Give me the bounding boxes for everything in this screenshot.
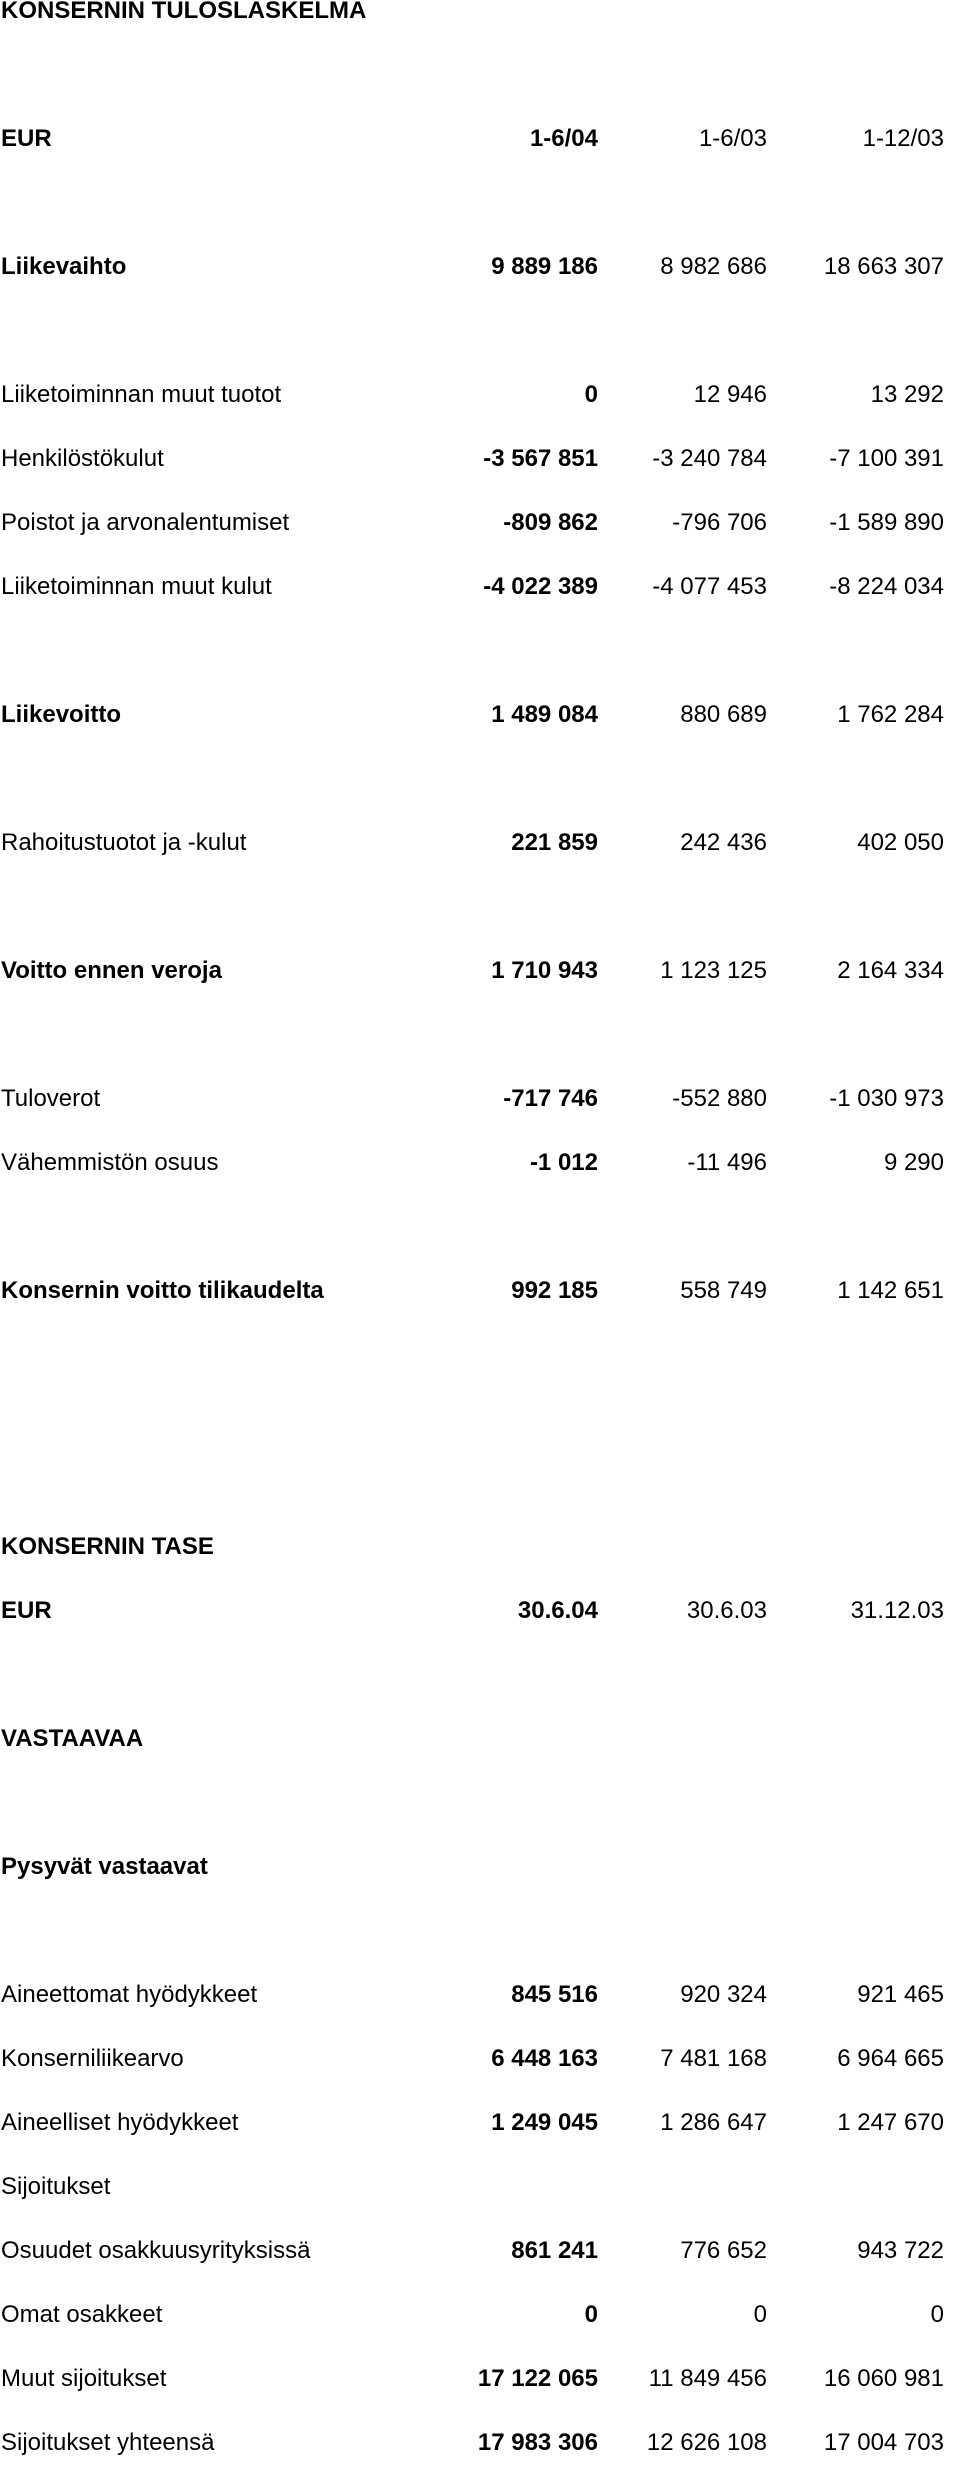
- value-comparison-period: 558 749: [680, 1277, 767, 1304]
- value-comparison-period: 776 652: [680, 2237, 767, 2264]
- value-current-period: -4 022 389: [483, 573, 598, 600]
- value-current-period: 9 889 186: [491, 253, 598, 280]
- row-label: Liiketoiminnan muut tuotot: [1, 381, 282, 408]
- value-previous-year: 402 050: [857, 829, 944, 856]
- row-label: Henkilöstökulut: [1, 445, 164, 472]
- value-previous-year: 0: [930, 2301, 944, 2328]
- value-current-period: 221 859: [511, 829, 598, 856]
- row-minority-interest: [0, 1131, 960, 1195]
- value-comparison-period: 920 324: [680, 1981, 767, 2008]
- row-label: Sijoitukset yhteensä: [1, 2429, 215, 2456]
- value-current-period: -1 012: [529, 1149, 598, 1176]
- row-label: Liiketoiminnan muut kulut: [1, 573, 272, 600]
- value-current-period: 861 241: [511, 2237, 598, 2264]
- value-current-period: -809 862: [503, 509, 598, 536]
- value-previous-year: 1 247 670: [837, 2109, 944, 2136]
- row-label: Tuloverot: [1, 1085, 101, 1112]
- row-profit-before-taxes: [0, 939, 960, 1003]
- row-financial-income-and-expenses: [0, 811, 960, 875]
- value-comparison-period: 11 849 456: [648, 2365, 767, 2392]
- row-goodwill: [0, 2027, 960, 2091]
- value-previous-year: -7 100 391: [829, 445, 944, 472]
- income-statement-title-row: [0, 0, 960, 43]
- row-label: Aineettomat hyödykkeet: [1, 1981, 258, 2008]
- value-comparison-period: 1 286 647: [660, 2109, 767, 2136]
- value-comparison-period: -4 077 453: [652, 573, 767, 600]
- row-label: Voitto ennen veroja: [1, 957, 222, 984]
- value-current-period: 845 516: [511, 1981, 598, 2008]
- row-label: Vähemmistön osuus: [1, 1149, 219, 1176]
- value-current-period: 992 185: [511, 1277, 598, 1304]
- section-heading-assets-row: [0, 1707, 960, 1771]
- currency-label: EUR: [1, 1597, 52, 1624]
- value-current-period: 1 710 943: [491, 957, 598, 984]
- row-other-operating-expenses: [0, 555, 960, 619]
- column-header-current-period: 1-6/04: [529, 125, 598, 152]
- value-current-period: -3 567 851: [483, 445, 598, 472]
- value-previous-year: -1 030 973: [829, 1085, 944, 1112]
- row-own-shares: [0, 2283, 960, 2347]
- row-net-sales: [0, 235, 960, 299]
- value-previous-year: 943 722: [857, 2237, 944, 2264]
- row-tangible-assets: [0, 2091, 960, 2155]
- value-previous-year: 18 663 307: [823, 253, 944, 280]
- income-statement-title: KONSERNIN TULOSLASKELMA: [1, 0, 367, 24]
- row-label: Sijoitukset: [1, 2173, 111, 2200]
- row-label: Liikevaihto: [1, 253, 127, 280]
- value-comparison-period: 1 123 125: [660, 957, 767, 984]
- value-comparison-period: 0: [753, 2301, 767, 2328]
- value-comparison-period: 242 436: [680, 829, 767, 856]
- value-current-period: 1 249 045: [491, 2109, 598, 2136]
- value-previous-year: 1 142 651: [837, 1277, 944, 1304]
- balance-sheet: [0, 1515, 960, 2475]
- balance-sheet-title: KONSERNIN TASE: [1, 1533, 214, 1560]
- value-current-period: 1 489 084: [491, 701, 598, 728]
- value-comparison-period: 12 626 108: [646, 2429, 767, 2456]
- row-label: Konserniliikearvo: [1, 2045, 184, 2072]
- column-header-comparison-period: 1-6/03: [698, 125, 767, 152]
- row-income-taxes: [0, 1067, 960, 1131]
- row-investments-total: [0, 2411, 960, 2475]
- column-header-current-period: 30.6.04: [517, 1597, 598, 1624]
- value-comparison-period: 7 481 168: [660, 2045, 767, 2072]
- value-comparison-period: 880 689: [680, 701, 767, 728]
- row-depreciation-and-impairment: [0, 491, 960, 555]
- column-header-previous-year: 31.12.03: [850, 1597, 944, 1624]
- value-previous-year: -1 589 890: [829, 509, 944, 536]
- balance-sheet-title-row: [0, 1515, 960, 1579]
- value-comparison-period: 12 946: [693, 381, 767, 408]
- row-label: Poistot ja arvonalentumiset: [1, 509, 290, 536]
- row-group-profit-for-period: [0, 1259, 960, 1323]
- row-investments-heading: [0, 2155, 960, 2219]
- row-holdings-in-associates: [0, 2219, 960, 2283]
- value-previous-year: 9 290: [883, 1149, 944, 1176]
- column-header-previous-year: 1-12/03: [862, 125, 944, 152]
- section-heading-assets: VASTAAVAA: [1, 1725, 144, 1752]
- income-statement-header-row: [0, 107, 960, 171]
- value-previous-year: -8 224 034: [829, 573, 944, 600]
- value-previous-year: 2 164 334: [837, 957, 944, 984]
- value-comparison-period: -796 706: [672, 509, 767, 536]
- row-label: Osuudet osakkuusyrityksissä: [1, 2237, 311, 2264]
- value-comparison-period: 8 982 686: [660, 253, 767, 280]
- row-label: Muut sijoitukset: [1, 2365, 167, 2392]
- value-previous-year: 16 060 981: [823, 2365, 944, 2392]
- value-current-period: 0: [584, 2301, 598, 2328]
- value-previous-year: 921 465: [857, 1981, 944, 2008]
- row-intangible-assets: [0, 1963, 960, 2027]
- value-previous-year: 6 964 665: [837, 2045, 944, 2072]
- row-other-operating-income: [0, 363, 960, 427]
- value-comparison-period: -552 880: [672, 1085, 767, 1112]
- value-comparison-period: -3 240 784: [652, 445, 767, 472]
- balance-sheet-header-row: [0, 1579, 960, 1643]
- row-label: Aineelliset hyödykkeet: [1, 2109, 239, 2136]
- value-previous-year: 13 292: [870, 381, 944, 408]
- row-label: Omat osakkeet: [1, 2301, 163, 2328]
- subsection-heading-non-current-assets: Pysyvät vastaavat: [1, 1853, 208, 1880]
- value-current-period: 17 983 306: [477, 2429, 598, 2456]
- value-previous-year: 17 004 703: [823, 2429, 944, 2456]
- row-label: Rahoitustuotot ja -kulut: [1, 829, 247, 856]
- row-operating-profit: [0, 683, 960, 747]
- column-header-comparison-period: 30.6.03: [686, 1597, 767, 1624]
- value-current-period: 17 122 065: [477, 2365, 598, 2392]
- row-other-investments: [0, 2347, 960, 2411]
- row-label: Liikevoitto: [1, 701, 122, 728]
- currency-label: EUR: [1, 125, 52, 152]
- value-current-period: 0: [584, 381, 598, 408]
- value-current-period: -717 746: [503, 1085, 598, 1112]
- subsection-heading-non-current-assets-row: [0, 1835, 960, 1899]
- value-previous-year: 1 762 284: [837, 701, 944, 728]
- value-comparison-period: -11 496: [687, 1149, 767, 1176]
- row-label: Konsernin voitto tilikaudelta: [1, 1277, 324, 1304]
- value-current-period: 6 448 163: [491, 2045, 598, 2072]
- row-personnel-expenses: [0, 427, 960, 491]
